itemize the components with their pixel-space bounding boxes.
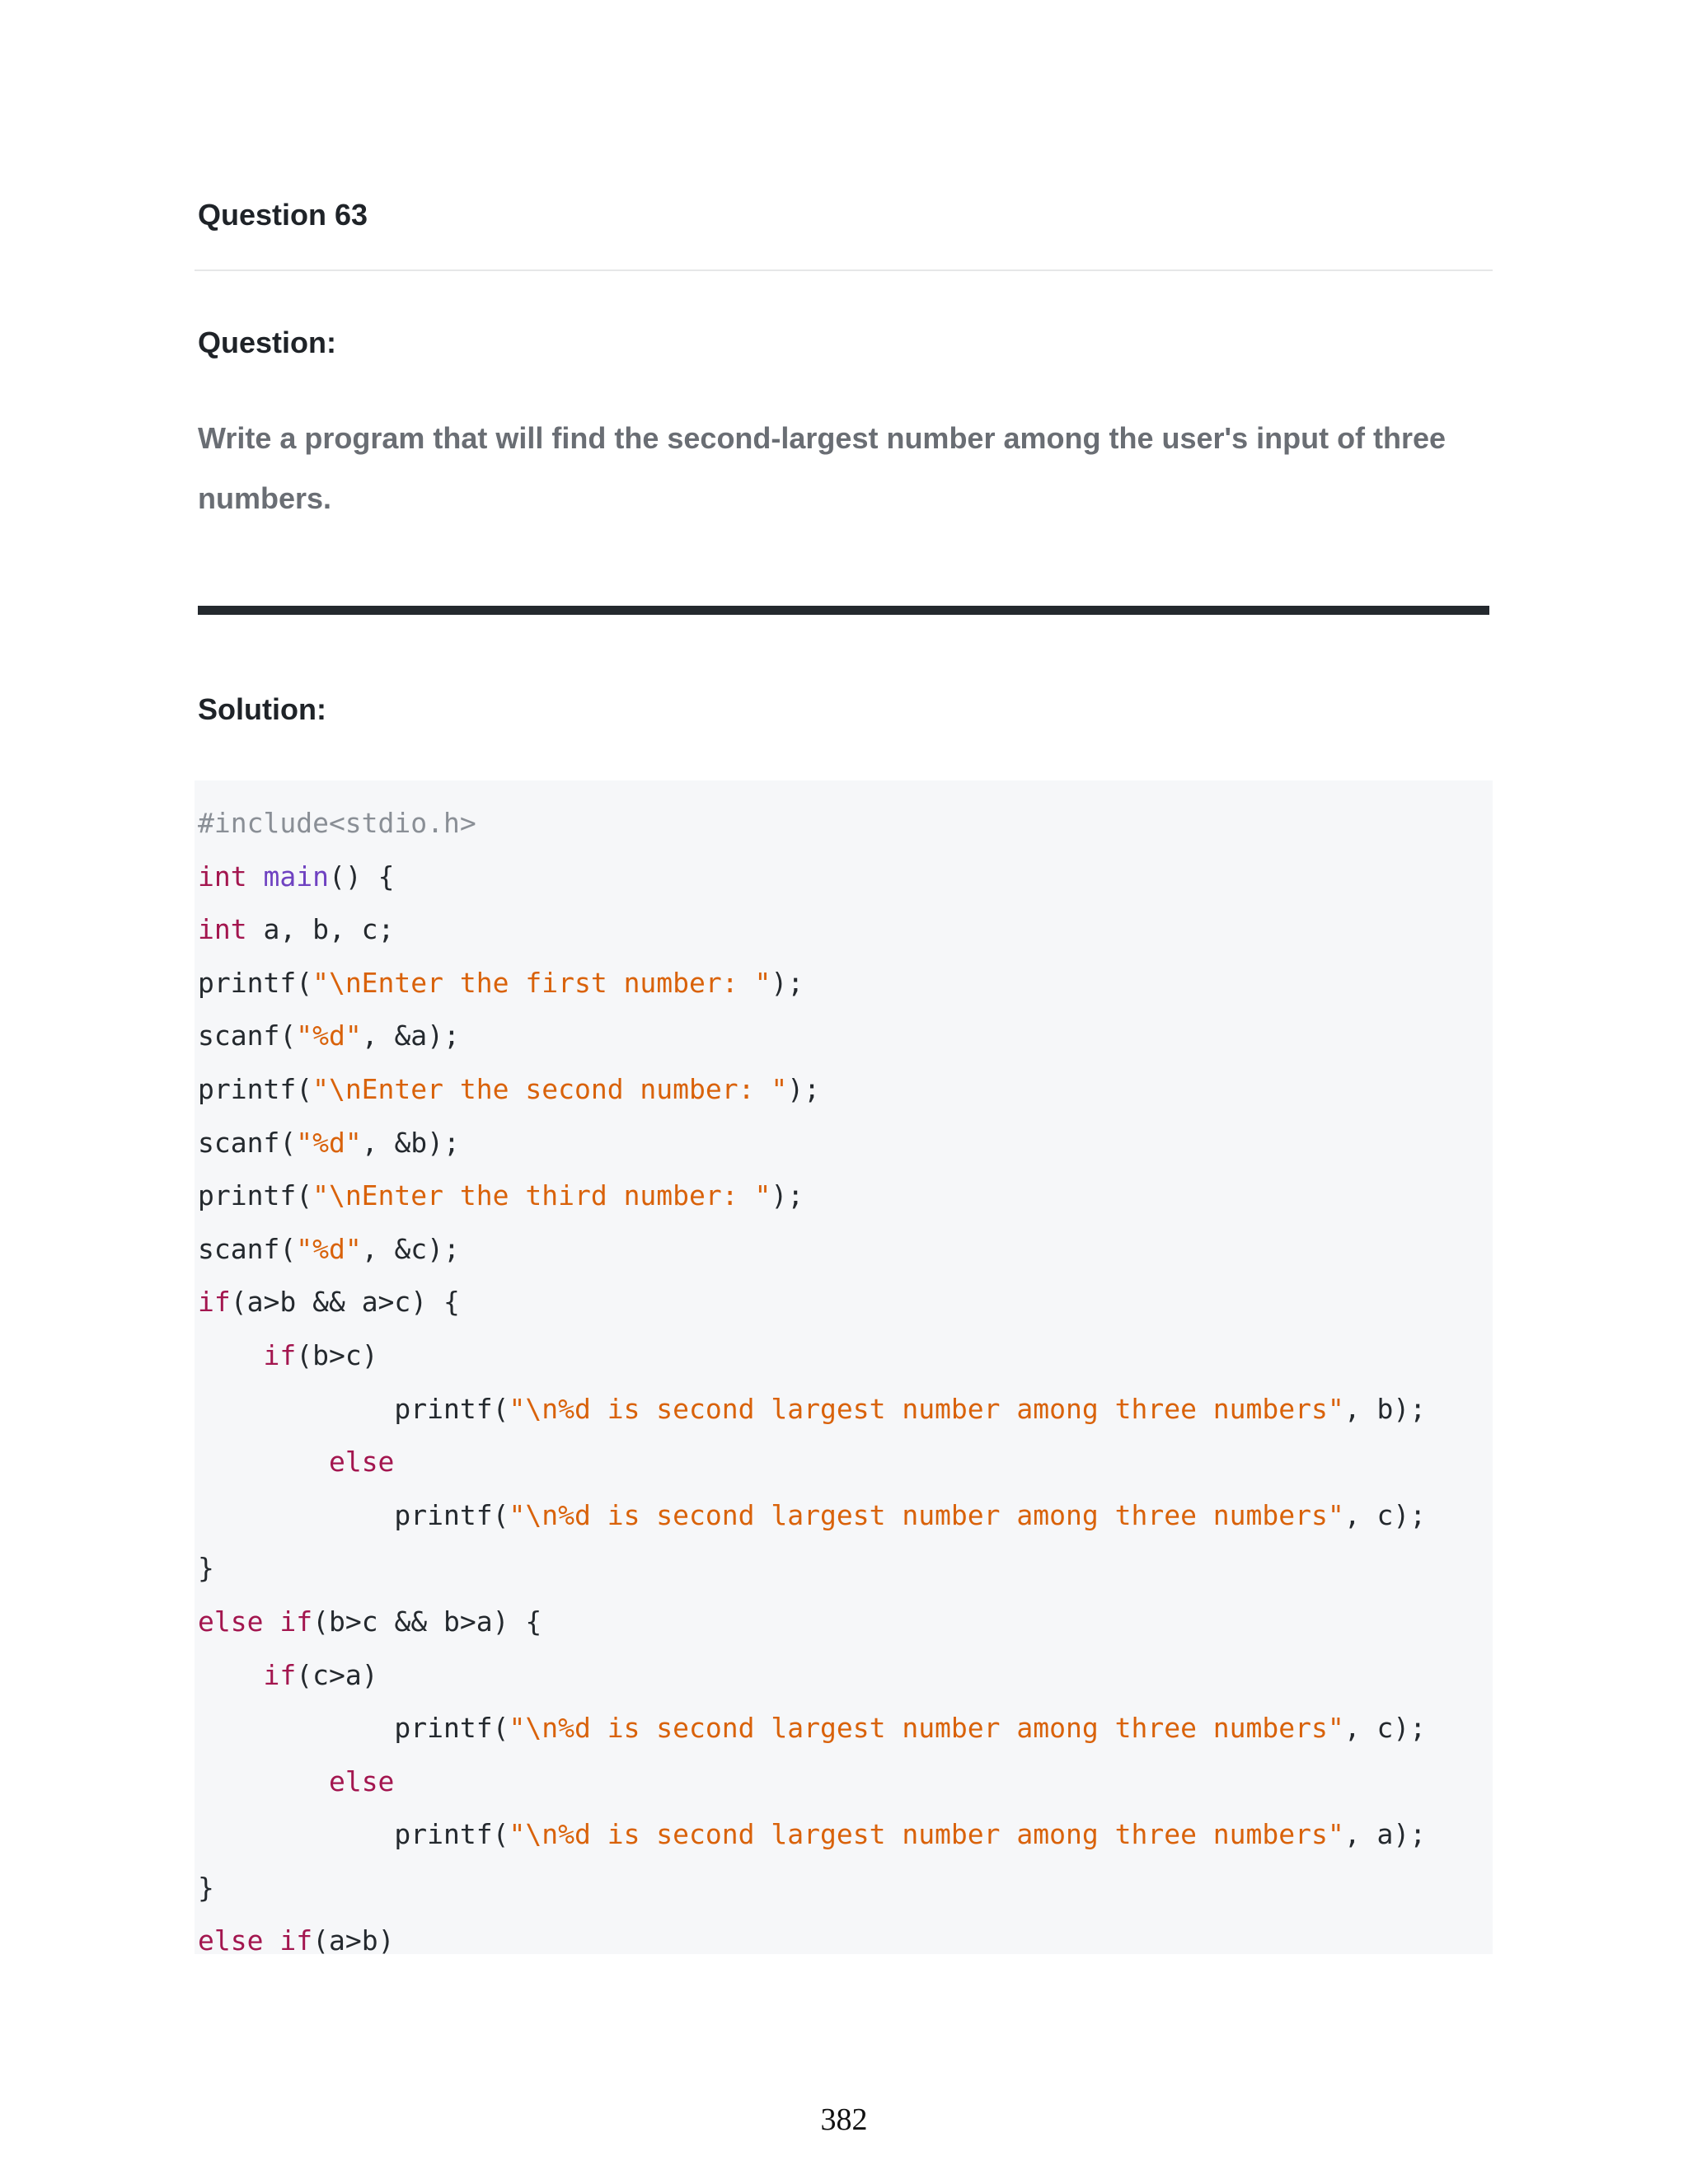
code-line [198,1542,1426,1596]
code-token: } [198,1871,214,1904]
code-token: "\n%d is second largest number among three numbers" [509,1498,1344,1531]
code-token: "%d" [296,1232,362,1265]
code-token: , &a); [361,1019,460,1052]
code-line [198,1169,1426,1223]
question-heading: Question 63 [198,198,368,232]
code-token: scanf( [198,1126,297,1159]
code-token: ); [771,1179,804,1212]
code-token [247,860,264,893]
code-token [198,1446,329,1478]
code-token: if [279,1924,313,1957]
code-line [198,1808,1426,1862]
code-line [198,1063,1426,1117]
code-token: printf( [198,1818,509,1851]
code-token: else [198,1605,264,1638]
code-token: , a); [1343,1818,1427,1851]
code-token: (b>c && b>a) { [312,1605,542,1638]
code-token: printf( [198,966,313,999]
code-token: else [198,1924,264,1957]
code-token: "\n%d is second largest number among three numbers" [509,1818,1344,1851]
code-token: scanf( [198,1232,297,1265]
code-line [198,797,1426,851]
code-token: , &b); [361,1126,460,1159]
code-token: "\nEnter the second number: " [312,1072,788,1105]
code-line [198,1862,1426,1915]
code-token: "\nEnter the third number: " [312,1179,771,1212]
code-token [198,1339,263,1371]
code-line [198,1489,1426,1543]
code-token: printf( [198,1179,313,1212]
code-lines [198,797,1426,1968]
code-token: (b>c) [296,1338,378,1371]
code-token [263,1924,279,1957]
code-line [198,1755,1426,1809]
code-token: () { [328,860,395,893]
code-token: int [198,860,247,893]
page-number: 382 [820,2102,868,2137]
code-line [198,1915,1426,1968]
code-token: main [263,860,329,893]
code-token [198,1765,329,1797]
code-token: printf( [198,1072,313,1105]
code-line [198,1649,1426,1703]
code-token: printf( [198,1712,509,1745]
code-token: if [263,1338,297,1371]
code-token: "%d" [296,1126,362,1159]
code-token: if [279,1605,313,1638]
code-line [198,1276,1426,1329]
code-token: a, b, c; [246,913,395,946]
code-token: , &c); [361,1232,460,1265]
code-line [198,1436,1426,1489]
code-token: , c); [1343,1498,1427,1531]
code-token: if [198,1286,231,1319]
code-token: , c); [1343,1712,1427,1745]
code-line [198,1702,1426,1755]
heading-divider [195,269,1493,271]
code-block [195,780,1493,1957]
solution-label: Solution: [198,692,326,726]
code-token: else [328,1765,395,1797]
code-token: printf( [198,1498,509,1531]
code-token: scanf( [198,1019,297,1052]
code-token: , b); [1343,1392,1427,1425]
code-line [198,1117,1426,1170]
section-divider [198,606,1489,615]
code-line [198,1329,1426,1383]
code-token: printf( [198,1392,509,1425]
code-line [198,1223,1426,1277]
code-token: if [263,1658,297,1691]
code-token: "%d" [296,1019,362,1052]
code-line [198,1383,1426,1436]
code-line [198,1596,1426,1649]
code-token: #include<stdio.h> [198,807,476,839]
code-line [198,957,1426,1010]
question-text: Write a program that will find the second-largest number among the user's input of three numbers. [198,421,1447,515]
code-line [198,851,1426,904]
code-token: else [328,1446,395,1479]
code-token: "\nEnter the first number: " [312,966,771,999]
question-label: Question: [198,326,336,359]
code-token: (c>a) [296,1658,378,1691]
code-token: (a>b && a>c) { [230,1286,460,1319]
code-token: ); [771,966,804,999]
code-token [263,1605,279,1638]
code-line [198,903,1426,957]
code-token: } [198,1552,214,1585]
code-token: "\n%d is second largest number among three numbers" [509,1712,1344,1745]
code-token: ); [787,1072,820,1105]
code-line [198,1010,1426,1063]
code-token: "\n%d is second largest number among three numbers" [509,1392,1344,1425]
code-token: int [198,913,247,946]
code-token [198,1659,263,1691]
code-token: (a>b) [312,1924,395,1957]
